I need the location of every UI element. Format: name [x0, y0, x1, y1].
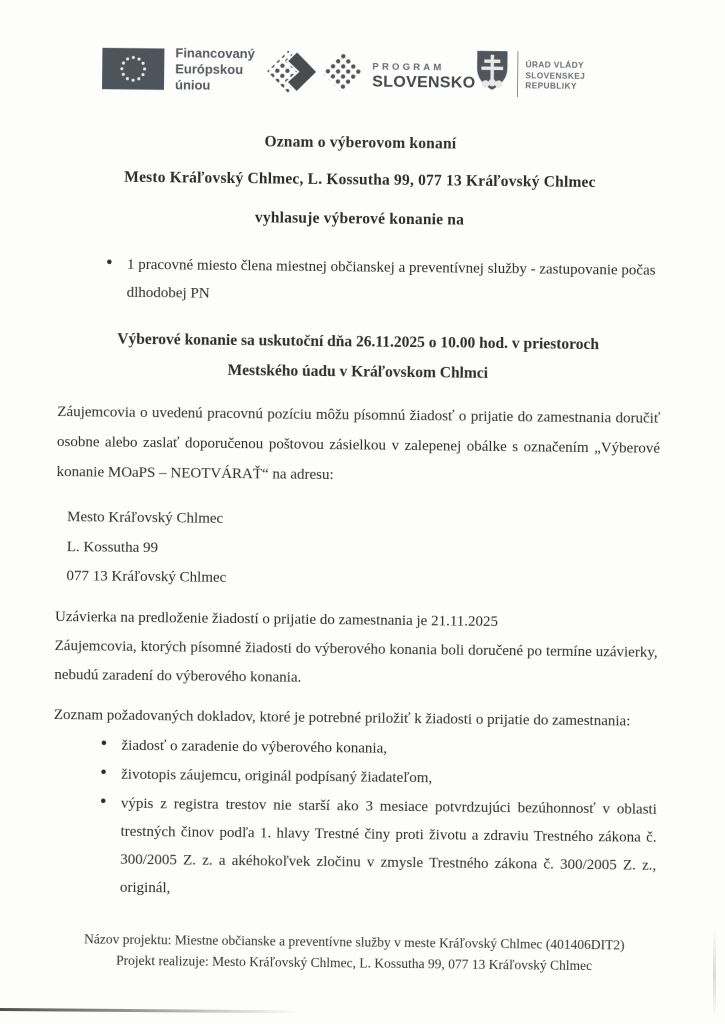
required-documents-section	[52, 701, 660, 908]
application-instructions-paragraph: Záujemcovia o uvedenú pracovnú pozíciu môžu písomnú žiadosť o prijatie do zamestnania doručiť osobne alebo zaslať doporučenou poštovou zásielkou v zalepenej obálke s označením „Výberové konanie MOaPS – NEOTVÁRAŤ“ na adresu:	[56, 403, 661, 484]
eu-funding-label: Financovaný Európskou úniou	[174, 45, 255, 93]
scan-edge-smudge	[713, 930, 716, 1020]
eu-flag-icon	[102, 47, 164, 90]
announcement-line: vyhlasuje výberové konanie na	[254, 209, 465, 229]
issuer-line: Mesto Kráľovský Chlmec, L. Kossutha 99, 077 13 Kráľovský Chlmec	[124, 168, 596, 192]
slovak-coat-of-arms-icon	[475, 49, 509, 91]
project-footer	[51, 928, 657, 977]
deadline-note-paragraph: Záujemcovia, ktorých písomné žiadosti do výberového konania boli doručené po termíne uzávierky, nebudú zaradení do výberového konania.	[54, 637, 658, 686]
logo-divider	[517, 51, 518, 97]
eu-funding-logo	[102, 44, 268, 94]
deadline-date-line: Uzávierka na predloženie žiadostí o prijatie do zamestnania je 21.11.2025	[54, 608, 499, 631]
program-slovensko-label: PROGRAM SLOVENSKO	[372, 61, 476, 92]
program-slovensko-logo	[267, 46, 476, 98]
position-section	[59, 250, 666, 313]
government-office-logo	[475, 49, 626, 99]
position-bullet-item: • 1 pracovné miesto člena miestnej občianskej a preventívnej služby - zastupovanie počas dlhodobej PN	[59, 250, 666, 313]
project-name-line: Názov projektu: Miestne občianske a preventívne služby v meste Kráľovský Chlmec (401406DIT2)	[84, 931, 625, 953]
government-office-label: ÚRAD VLÁDY SLOVENSKEJ REPUBLIKY	[525, 59, 586, 91]
event-details-heading	[58, 324, 659, 391]
address-line: 077 13 Kráľovský Chlmec	[66, 568, 227, 586]
event-place-line: Mestského úadu v Kráľovskom Chlmci	[227, 361, 489, 382]
document-title: Oznam o výberovom konaní	[264, 133, 457, 153]
program-slovensko-icon	[267, 46, 364, 97]
deadline-section	[54, 603, 658, 697]
document-item: • výpis z registra trestov nie starší ako 3 mesiace potvrdzujúci bezúhonnosť v oblasti trestných činov podľa 1. hlavy Trestné činy proti životu a zdraviu Trestného zákona č. 300/2005 Z. z. a akéhokoľvek zločinu v zmysle Trestného zákona č. 300/2005 Z. z., originál,	[52, 789, 659, 908]
document-item: • žiadosť o zaradenie do výberového konania,	[53, 731, 659, 766]
project-realizer-line: Projekt realizuje: Mesto Kráľovský Chlmec, L. Kossutha 99, 077 13 Kráľovský Chlmec	[116, 952, 593, 974]
document-item: • životopis záujemcu, originál podpísaný žiadateľom,	[53, 760, 659, 795]
event-date-line: Výberové konanie sa uskutoční dňa 26.11.2025 o 10.00 hod. v priestoroch	[117, 330, 600, 354]
postal-address-block	[66, 503, 227, 593]
address-line: Mesto Kráľovský Chlmec	[67, 509, 224, 527]
funding-logos-band	[102, 44, 627, 100]
address-line: L. Kossutha 99	[66, 538, 159, 556]
documents-intro-line: Zoznam požadovaných dokladov, ktoré je potrebné priložiť k žiadosti o prijatie do zamestnania:	[53, 706, 631, 730]
